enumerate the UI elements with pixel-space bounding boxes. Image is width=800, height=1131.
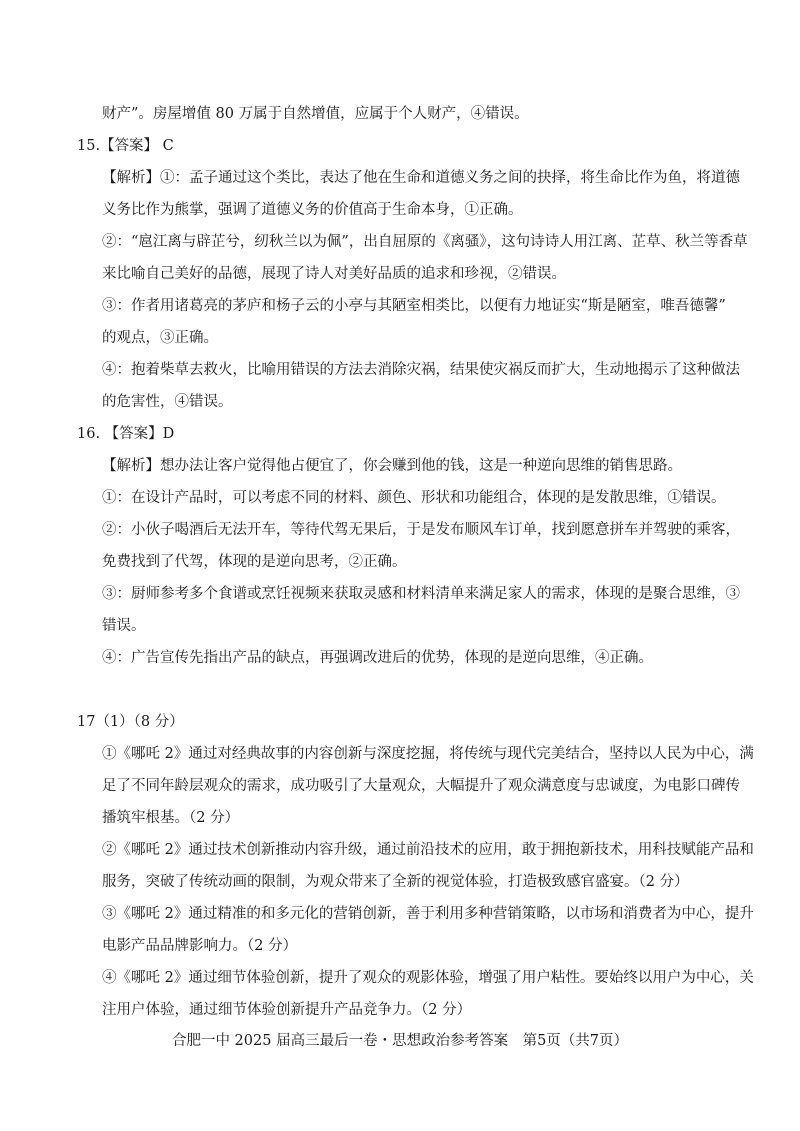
q17-item1-line: ①《哪吒 2》通过对经典故事的内容创新与深度挖掘，将传统与现代完美结合，坚持以人民为中心，满: [102, 746, 754, 762]
q16-point3-line: 错误。: [102, 618, 146, 634]
q15-analysis-line: 义务比作为熊掌，强调了道德义务的价值高于生命本身，①正确。: [102, 202, 523, 218]
q17-item4-line: 注用户体验，通过细节体验创新提升产品竞争力。（2 分）: [102, 1002, 472, 1018]
q15-point2-line: ②：“扈江离与辟芷兮，纫秋兰以为佩”，出自屈原的《离骚》，这句诗诗人用江离、芷草、秋兰等香草: [102, 234, 748, 250]
q16-point3-line: ③：厨师参考多个食谱或烹饪视频来获取灵感和材料清单来满足家人的需求，体现的是聚合思维，③: [102, 586, 740, 602]
q15-point3-line: ③：作者用诸葛亮的茅庐和杨子云的小亭与其陋室相类比，以便有力地证实“斯是陋室，唯吾德馨”: [102, 298, 726, 314]
q17-item4-line: ④《哪吒 2》通过细节体验创新，提升了观众的观影体验，增强了用户粘性。要始终以用户为中心，关: [102, 970, 754, 986]
continuation-text: 财产”。房屋增值 80 万属于自然增值，应属于个人财产，④错误。: [102, 106, 529, 122]
q16-analysis: 【解析】想办法让客户觉得他占便宜了，你会赚到他的钱，这是一种逆向思维的销售思路。: [102, 458, 682, 474]
q17-part1-heading: 17（1）（8 分）: [77, 714, 184, 730]
q17-item3-line: 电影产品品牌影响力。（2 分）: [102, 938, 298, 954]
page-footer: 合肥一中 2025 届高三最后一卷・思想政治参考答案 第5页（共7页）: [171, 1033, 629, 1049]
q16-point1: ①：在设计产品时，可以考虑不同的材料、颜色、形状和功能组合，体现的是发散思维，①错误。: [102, 490, 726, 506]
q15-analysis-line: 【解析】①：孟子通过这个类比，表达了他在生命和道德义务之间的抉择，将生命比作为鱼，将道德: [102, 170, 740, 186]
q17-item3-line: ③《哪吒 2》通过精准的和多元化的营销创新，善于利用多种营销策略，以市场和消费者为中心，提升: [102, 906, 754, 922]
q16-point2-line: ②：小伙子喝酒后无法开车，等待代驾无果后，于是发布顺风车订单，找到愿意拼车并驾驶的乘客，: [102, 522, 740, 538]
q16-answer-heading: 16. 【答案】D: [77, 426, 175, 442]
q17-item1-line: 播筑牢根基。（2 分）: [102, 810, 240, 826]
q16-point4: ④：广告宣传先指出产品的缺点，再强调改进后的优势，体现的是逆向思维，④正确。: [102, 650, 653, 666]
q15-point2-line: 来比喻自己美好的品德，展现了诗人对美好品质的追求和珍视，②错误。: [102, 266, 566, 282]
q16-point2-line: 免费找到了代驾，体现的是逆向思考，②正确。: [102, 554, 407, 570]
q17-item1-line: 足了不同年龄层观众的需求，成功吸引了大量观众，大幅提升了观众满意度与忠诚度，为电影口碑传: [102, 778, 740, 794]
q15-point3-line: 的观点，③正确。: [102, 330, 218, 346]
q17-item2-line: ②《哪吒 2》通过技术创新推动内容升级，通过前沿技术的应用，敢于拥抱新技术，用科技赋能产品和: [102, 842, 754, 858]
q15-point4-line: 的危害性，④错误。: [102, 394, 233, 410]
q17-item2-line: 服务，突破了传统动画的限制，为观众带来了全新的视觉体验，打造极致感官盛宴。（2 分）: [102, 874, 689, 890]
q15-answer-heading: 15.【答案】 C: [77, 138, 174, 154]
q15-point4-line: ④：抱着柴草去救火，比喻用错误的方法去消除灾祸，结果使灾祸反而扩大，生动地揭示了这种做法: [102, 362, 740, 378]
